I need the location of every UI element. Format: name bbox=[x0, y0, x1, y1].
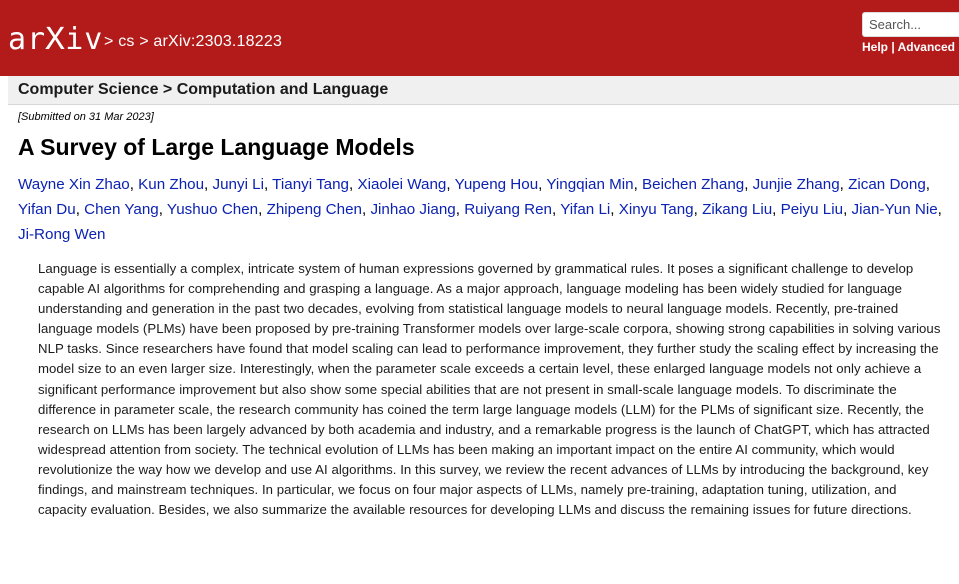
paper-title: A Survey of Large Language Models bbox=[18, 134, 415, 160]
author-link[interactable]: Wayne Xin Zhao bbox=[18, 176, 130, 193]
help-link[interactable]: Help bbox=[862, 40, 889, 54]
arxiv-logo[interactable] bbox=[8, 22, 103, 58]
subject-breadcrumb: Computer Science > Computation and Language bbox=[18, 81, 389, 98]
author-link[interactable]: Ruiyang Ren bbox=[464, 201, 553, 218]
author-link[interactable]: Jian-Yun Nie bbox=[851, 201, 938, 218]
author-link[interactable]: Yingqian Min bbox=[546, 176, 634, 193]
author-link[interactable]: Kun Zhou bbox=[138, 176, 205, 193]
site-header bbox=[0, 0, 959, 76]
link-separator: | bbox=[888, 40, 898, 54]
author-link[interactable]: Peiyu Liu bbox=[780, 201, 844, 218]
author-link[interactable]: Xiaolei Wang bbox=[357, 176, 447, 193]
breadcrumb-path[interactable]: > cs > arXiv:2303.18223 bbox=[104, 33, 283, 50]
author-list: Wayne Xin Zhao, Kun Zhou, Junyi Li, Tianyi Tang, Xiaolei Wang, Yupeng Hou, Yingqian Min, Beichen Zhang, Junjie Zhang, Zican Dong, Yifan Du, Chen Yang, Yushuo Chen, Zhipeng Chen, Jinhao Jiang, Ruiyang Ren, Yifan Li, Xinyu Tang, Zikang Liu, Peiyu Liu, Jian-Yun Nie, Ji-Rong Wen bbox=[18, 176, 942, 243]
author-link[interactable]: Zikang Liu bbox=[702, 201, 773, 218]
author-link[interactable]: Zican Dong bbox=[848, 176, 926, 193]
help-links bbox=[862, 40, 955, 55]
advanced-search-link[interactable]: Advanced bbox=[897, 40, 955, 54]
logo-part-x: X bbox=[45, 22, 67, 57]
header-breadcrumb bbox=[104, 32, 282, 52]
logo-part-ar: ar bbox=[8, 22, 47, 57]
subject-breadcrumb-bar bbox=[8, 76, 959, 105]
author-link[interactable]: Junjie Zhang bbox=[752, 176, 840, 193]
author-link[interactable]: Zhipeng Chen bbox=[266, 201, 362, 218]
abstract: Language is essentially a complex, intricate system of human expressions governed by grammatical rules. It poses a significant challenge to develop capable AI algorithms for comprehending and grasping a language. As a major approach, language modeling has been widely studied for language understanding and generation in the past two decades, evolving from statistical language models to neural language models. Recently, pre-trained language models (PLMs) have been proposed by pre-training Transformer models over large-scale corpora, showing strong capabilities in solving various NLP tasks. Since researchers have found that model scaling can lead to performance improvement, they further study the scaling effect by increasing the model size to an even larger size. Interestingly, when the parameter scale exceeds a certain level, these enlarged language models not only achieve a significant performance improvement but also show some special abilities that are not present in small-scale language models. To discriminate the difference in parameter scale, the research community has coined the term large language models (LLM) for the PLMs of significant size. Recently, the research on LLMs has been largely advanced by both academia and industry, and a remarkable progress is the launch of ChatGPT, which has attracted widespread attention from society. The technical evolution of LLMs has been making an important impact on the entire AI community, which would revolutionize the way how we develop and use AI algorithms. In this survey, we review the recent advances of LLMs by introducing the background, key findings, and mainstream techniques. In particular, we focus on four major aspects of LLMs, namely pre-training, adaptation tuning, utilization, and capacity evaluation. Besides, we also summarize the available resources for developing LLMs and discuss the remaining issues for future directions. bbox=[38, 261, 941, 518]
author-link[interactable]: Yupeng Hou bbox=[454, 176, 539, 193]
author-link[interactable]: Yushuo Chen bbox=[166, 201, 259, 218]
author-link[interactable]: Chen Yang bbox=[84, 201, 159, 218]
logo-part-iv: iv bbox=[65, 22, 104, 57]
search-input[interactable] bbox=[862, 12, 959, 37]
author-link[interactable]: Ji-Rong Wen bbox=[18, 226, 106, 243]
author-link[interactable]: Yifan Du bbox=[18, 201, 76, 218]
author-link[interactable]: Junyi Li bbox=[212, 176, 264, 193]
submission-date: [Submitted on 31 Mar 2023] bbox=[18, 111, 154, 123]
author-link[interactable]: Yifan Li bbox=[560, 201, 611, 218]
author-link[interactable]: Jinhao Jiang bbox=[370, 201, 456, 218]
author-link[interactable]: Xinyu Tang bbox=[618, 201, 694, 218]
author-link[interactable]: Beichen Zhang bbox=[642, 176, 745, 193]
author-link[interactable]: Tianyi Tang bbox=[272, 176, 349, 193]
